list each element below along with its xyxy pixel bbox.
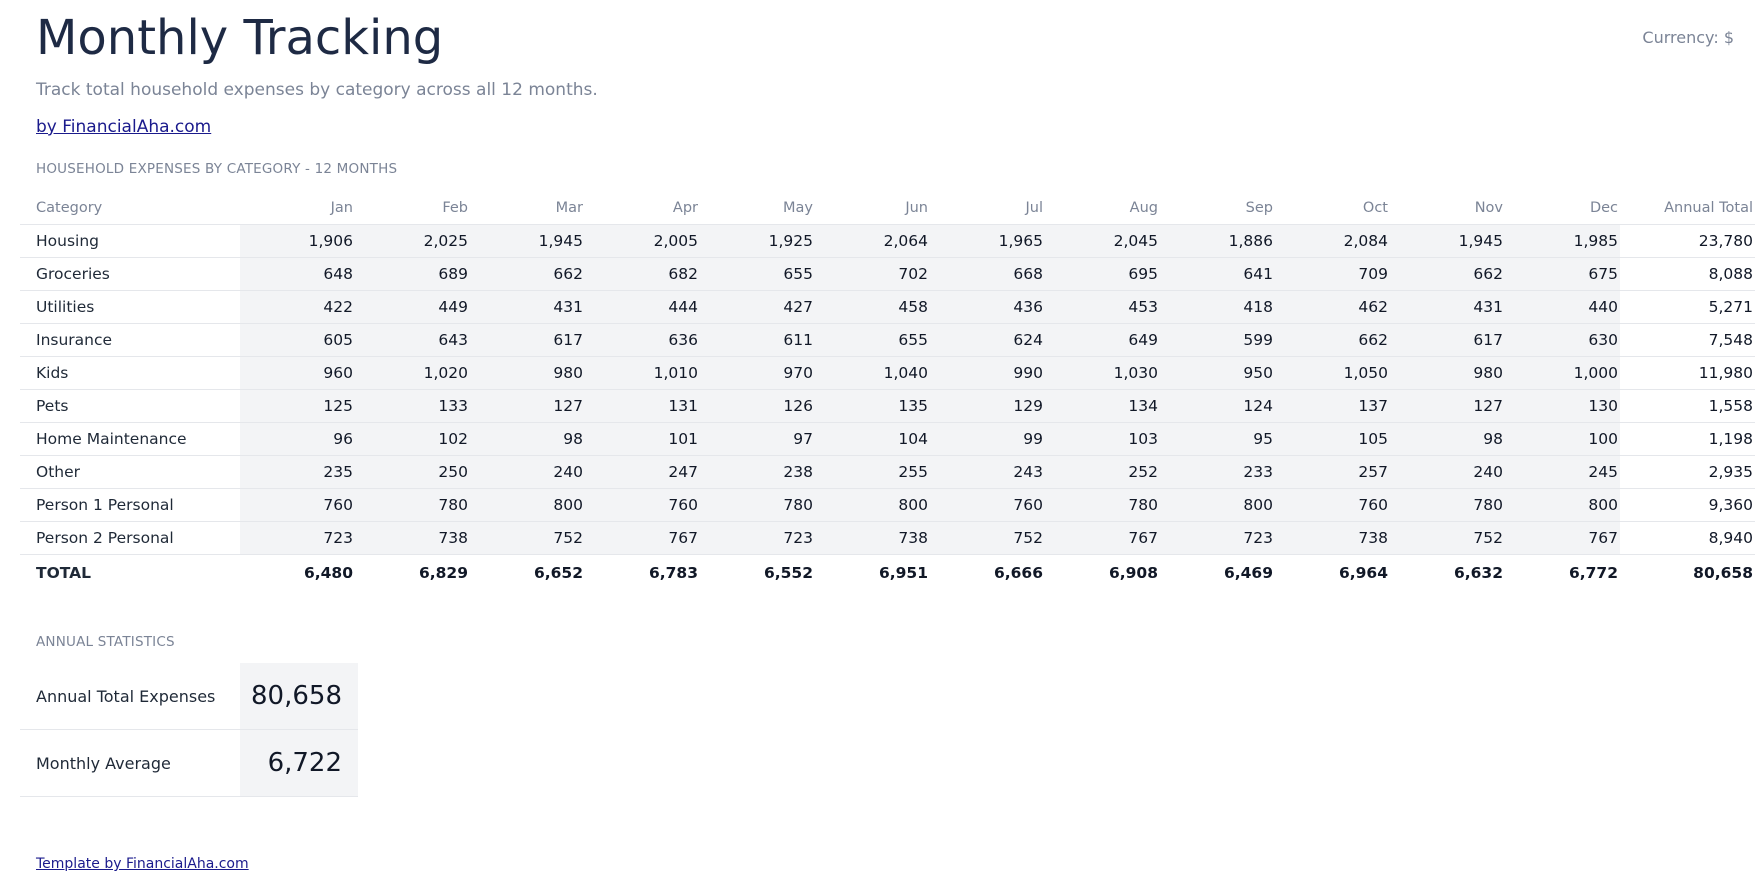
month-value-cell[interactable]: 780 — [700, 489, 815, 522]
month-value-cell[interactable]: 462 — [1275, 291, 1390, 324]
month-value-cell[interactable]: 662 — [470, 258, 585, 291]
stat-value: 6,722 — [240, 730, 358, 797]
month-value-cell[interactable]: 444 — [585, 291, 700, 324]
category-cell: Person 2 Personal — [20, 522, 240, 555]
month-total-cell: 6,964 — [1275, 555, 1390, 592]
expenses-table — [20, 192, 1755, 591]
column-header-dec: Dec — [1505, 192, 1620, 225]
month-value-cell[interactable]: 752 — [1390, 522, 1505, 555]
month-value-cell[interactable]: 135 — [815, 390, 930, 423]
category-cell: Groceries — [20, 258, 240, 291]
stat-label: Annual Total Expenses — [20, 663, 240, 730]
month-value-cell[interactable]: 130 — [1505, 390, 1620, 423]
month-value-cell[interactable]: 257 — [1275, 456, 1390, 489]
table-header-row — [20, 192, 1755, 225]
byline-link[interactable]: by FinancialAha.com — [36, 117, 212, 137]
month-total-cell: 6,783 — [585, 555, 700, 592]
month-total-cell: 6,652 — [470, 555, 585, 592]
stat-row — [20, 663, 358, 730]
month-value-cell[interactable]: 800 — [1505, 489, 1620, 522]
month-total-cell: 6,951 — [815, 555, 930, 592]
category-cell: Person 1 Personal — [20, 489, 240, 522]
month-value-cell[interactable]: 422 — [240, 291, 355, 324]
table-row — [20, 390, 1755, 423]
stat-value: 80,658 — [240, 663, 358, 730]
month-value-cell[interactable]: 767 — [1505, 522, 1620, 555]
month-value-cell[interactable]: 668 — [930, 258, 1045, 291]
month-value-cell[interactable]: 1,945 — [1390, 225, 1505, 258]
stat-label: Monthly Average — [20, 730, 240, 797]
annual-total-cell: 2,935 — [1620, 456, 1755, 489]
month-value-cell[interactable]: 723 — [240, 522, 355, 555]
month-value-cell[interactable]: 99 — [930, 423, 1045, 456]
month-value-cell[interactable]: 127 — [470, 390, 585, 423]
annual-total-cell: 5,271 — [1620, 291, 1755, 324]
grand-total-cell: 80,658 — [1620, 555, 1755, 592]
month-value-cell[interactable]: 723 — [700, 522, 815, 555]
table-row — [20, 489, 1755, 522]
footer-template-link[interactable]: Template by FinancialAha.com — [36, 856, 249, 872]
month-value-cell[interactable]: 980 — [1390, 357, 1505, 390]
month-value-cell[interactable]: 702 — [815, 258, 930, 291]
month-value-cell[interactable]: 1,945 — [470, 225, 585, 258]
column-header-jan: Jan — [240, 192, 355, 225]
month-value-cell[interactable]: 250 — [355, 456, 470, 489]
month-value-cell[interactable]: 129 — [930, 390, 1045, 423]
month-value-cell[interactable]: 449 — [355, 291, 470, 324]
month-value-cell[interactable]: 767 — [585, 522, 700, 555]
month-value-cell[interactable]: 723 — [1160, 522, 1275, 555]
month-value-cell[interactable]: 245 — [1505, 456, 1620, 489]
month-value-cell[interactable]: 689 — [355, 258, 470, 291]
expenses-section-label: HOUSEHOLD EXPENSES BY CATEGORY - 12 MONTHS — [36, 161, 398, 177]
annual-total-cell: 7,548 — [1620, 324, 1755, 357]
month-value-cell[interactable]: 800 — [1160, 489, 1275, 522]
month-value-cell[interactable]: 780 — [1045, 489, 1160, 522]
month-value-cell[interactable]: 752 — [470, 522, 585, 555]
month-value-cell[interactable]: 980 — [470, 357, 585, 390]
month-value-cell[interactable]: 102 — [355, 423, 470, 456]
month-value-cell[interactable]: 418 — [1160, 291, 1275, 324]
month-value-cell[interactable]: 105 — [1275, 423, 1390, 456]
month-value-cell[interactable]: 127 — [1390, 390, 1505, 423]
stats-section-label: ANNUAL STATISTICS — [36, 634, 175, 650]
month-value-cell[interactable]: 605 — [240, 324, 355, 357]
column-header-jun: Jun — [815, 192, 930, 225]
month-value-cell[interactable]: 98 — [1390, 423, 1505, 456]
month-value-cell[interactable]: 1,000 — [1505, 357, 1620, 390]
month-value-cell[interactable]: 990 — [930, 357, 1045, 390]
month-value-cell[interactable]: 440 — [1505, 291, 1620, 324]
month-value-cell[interactable]: 695 — [1045, 258, 1160, 291]
month-value-cell[interactable]: 2,025 — [355, 225, 470, 258]
month-value-cell[interactable]: 960 — [240, 357, 355, 390]
month-value-cell[interactable]: 131 — [585, 390, 700, 423]
month-value-cell[interactable]: 738 — [815, 522, 930, 555]
month-total-cell: 6,552 — [700, 555, 815, 592]
month-value-cell[interactable]: 2,005 — [585, 225, 700, 258]
month-value-cell[interactable]: 252 — [1045, 456, 1160, 489]
month-value-cell[interactable]: 2,045 — [1045, 225, 1160, 258]
month-value-cell[interactable]: 1,906 — [240, 225, 355, 258]
month-value-cell[interactable]: 1,965 — [930, 225, 1045, 258]
annual-total-cell: 8,940 — [1620, 522, 1755, 555]
month-value-cell[interactable]: 624 — [930, 324, 1045, 357]
month-value-cell[interactable]: 103 — [1045, 423, 1160, 456]
month-value-cell[interactable]: 133 — [355, 390, 470, 423]
page-title: Monthly Tracking — [36, 10, 444, 66]
category-cell: Kids — [20, 357, 240, 390]
month-value-cell[interactable]: 780 — [355, 489, 470, 522]
month-total-cell: 6,772 — [1505, 555, 1620, 592]
month-value-cell[interactable]: 599 — [1160, 324, 1275, 357]
table-row — [20, 225, 1755, 258]
month-value-cell[interactable]: 662 — [1390, 258, 1505, 291]
annual-total-cell: 23,780 — [1620, 225, 1755, 258]
table-row — [20, 291, 1755, 324]
column-header-annual-total: Annual Total — [1620, 192, 1755, 225]
month-value-cell[interactable]: 1,020 — [355, 357, 470, 390]
month-value-cell[interactable]: 655 — [700, 258, 815, 291]
month-value-cell[interactable]: 1,040 — [815, 357, 930, 390]
month-value-cell[interactable]: 1,050 — [1275, 357, 1390, 390]
table-row — [20, 357, 1755, 390]
column-header-aug: Aug — [1045, 192, 1160, 225]
month-value-cell[interactable]: 137 — [1275, 390, 1390, 423]
column-header-sep: Sep — [1160, 192, 1275, 225]
month-value-cell[interactable]: 738 — [1275, 522, 1390, 555]
category-cell: Pets — [20, 390, 240, 423]
month-value-cell[interactable]: 436 — [930, 291, 1045, 324]
stats-table — [20, 663, 358, 797]
month-value-cell[interactable]: 643 — [355, 324, 470, 357]
page-subtitle: Track total household expenses by category across all 12 months. — [36, 80, 598, 100]
month-total-cell: 6,480 — [240, 555, 355, 592]
month-value-cell[interactable]: 1,030 — [1045, 357, 1160, 390]
month-value-cell[interactable]: 1,010 — [585, 357, 700, 390]
month-value-cell[interactable]: 134 — [1045, 390, 1160, 423]
column-header-jul: Jul — [930, 192, 1045, 225]
month-value-cell[interactable]: 97 — [700, 423, 815, 456]
month-value-cell[interactable]: 240 — [1390, 456, 1505, 489]
table-row — [20, 522, 1755, 555]
month-value-cell[interactable]: 611 — [700, 324, 815, 357]
month-value-cell[interactable]: 780 — [1390, 489, 1505, 522]
month-value-cell[interactable]: 760 — [1275, 489, 1390, 522]
month-value-cell[interactable]: 238 — [700, 456, 815, 489]
month-value-cell[interactable]: 662 — [1275, 324, 1390, 357]
month-value-cell[interactable]: 453 — [1045, 291, 1160, 324]
annual-total-cell: 1,558 — [1620, 390, 1755, 423]
month-total-cell: 6,666 — [930, 555, 1045, 592]
month-value-cell[interactable]: 970 — [700, 357, 815, 390]
category-cell: Housing — [20, 225, 240, 258]
month-value-cell[interactable]: 2,064 — [815, 225, 930, 258]
table-row — [20, 258, 1755, 291]
month-value-cell[interactable]: 760 — [585, 489, 700, 522]
category-cell: Home Maintenance — [20, 423, 240, 456]
month-value-cell[interactable]: 682 — [585, 258, 700, 291]
month-value-cell[interactable]: 636 — [585, 324, 700, 357]
annual-total-cell: 8,088 — [1620, 258, 1755, 291]
month-value-cell[interactable]: 675 — [1505, 258, 1620, 291]
month-value-cell[interactable]: 738 — [355, 522, 470, 555]
month-value-cell[interactable]: 752 — [930, 522, 1045, 555]
month-value-cell[interactable]: 235 — [240, 456, 355, 489]
category-cell: Insurance — [20, 324, 240, 357]
month-total-cell: 6,829 — [355, 555, 470, 592]
month-value-cell[interactable]: 760 — [240, 489, 355, 522]
month-value-cell[interactable]: 427 — [700, 291, 815, 324]
month-value-cell[interactable]: 255 — [815, 456, 930, 489]
column-header-feb: Feb — [355, 192, 470, 225]
stat-row — [20, 730, 358, 797]
column-header-nov: Nov — [1390, 192, 1505, 225]
month-value-cell[interactable]: 101 — [585, 423, 700, 456]
currency-label: Currency: $ — [1642, 28, 1734, 47]
month-value-cell[interactable]: 243 — [930, 456, 1045, 489]
category-cell: Utilities — [20, 291, 240, 324]
month-total-cell: 6,469 — [1160, 555, 1275, 592]
month-value-cell[interactable]: 617 — [470, 324, 585, 357]
month-value-cell[interactable]: 100 — [1505, 423, 1620, 456]
month-value-cell[interactable]: 233 — [1160, 456, 1275, 489]
month-total-cell: 6,908 — [1045, 555, 1160, 592]
column-header-oct: Oct — [1275, 192, 1390, 225]
total-label: TOTAL — [20, 555, 240, 592]
month-value-cell[interactable]: 431 — [470, 291, 585, 324]
month-value-cell[interactable]: 800 — [815, 489, 930, 522]
month-value-cell[interactable]: 96 — [240, 423, 355, 456]
month-value-cell[interactable]: 709 — [1275, 258, 1390, 291]
month-value-cell[interactable]: 2,084 — [1275, 225, 1390, 258]
month-value-cell[interactable]: 641 — [1160, 258, 1275, 291]
column-header-mar: Mar — [470, 192, 585, 225]
month-value-cell[interactable]: 1,925 — [700, 225, 815, 258]
category-cell: Other — [20, 456, 240, 489]
total-row — [20, 555, 1755, 592]
month-value-cell[interactable]: 767 — [1045, 522, 1160, 555]
column-header-may: May — [700, 192, 815, 225]
month-value-cell[interactable]: 630 — [1505, 324, 1620, 357]
month-value-cell[interactable]: 124 — [1160, 390, 1275, 423]
month-value-cell[interactable]: 649 — [1045, 324, 1160, 357]
month-value-cell[interactable]: 648 — [240, 258, 355, 291]
month-value-cell[interactable]: 458 — [815, 291, 930, 324]
month-value-cell[interactable]: 800 — [470, 489, 585, 522]
month-value-cell[interactable]: 760 — [930, 489, 1045, 522]
month-value-cell[interactable]: 98 — [470, 423, 585, 456]
month-value-cell[interactable]: 950 — [1160, 357, 1275, 390]
month-value-cell[interactable]: 655 — [815, 324, 930, 357]
month-value-cell[interactable]: 431 — [1390, 291, 1505, 324]
annual-total-cell: 11,980 — [1620, 357, 1755, 390]
month-total-cell: 6,632 — [1390, 555, 1505, 592]
month-value-cell[interactable]: 126 — [700, 390, 815, 423]
month-value-cell[interactable]: 617 — [1390, 324, 1505, 357]
column-header-apr: Apr — [585, 192, 700, 225]
annual-total-cell: 1,198 — [1620, 423, 1755, 456]
month-value-cell[interactable]: 1,985 — [1505, 225, 1620, 258]
month-value-cell[interactable]: 240 — [470, 456, 585, 489]
month-value-cell[interactable]: 247 — [585, 456, 700, 489]
table-row — [20, 423, 1755, 456]
table-row — [20, 456, 1755, 489]
month-value-cell[interactable]: 125 — [240, 390, 355, 423]
table-row — [20, 324, 1755, 357]
column-header-category: Category — [20, 192, 240, 225]
month-value-cell[interactable]: 1,886 — [1160, 225, 1275, 258]
annual-total-cell: 9,360 — [1620, 489, 1755, 522]
month-value-cell[interactable]: 95 — [1160, 423, 1275, 456]
month-value-cell[interactable]: 104 — [815, 423, 930, 456]
